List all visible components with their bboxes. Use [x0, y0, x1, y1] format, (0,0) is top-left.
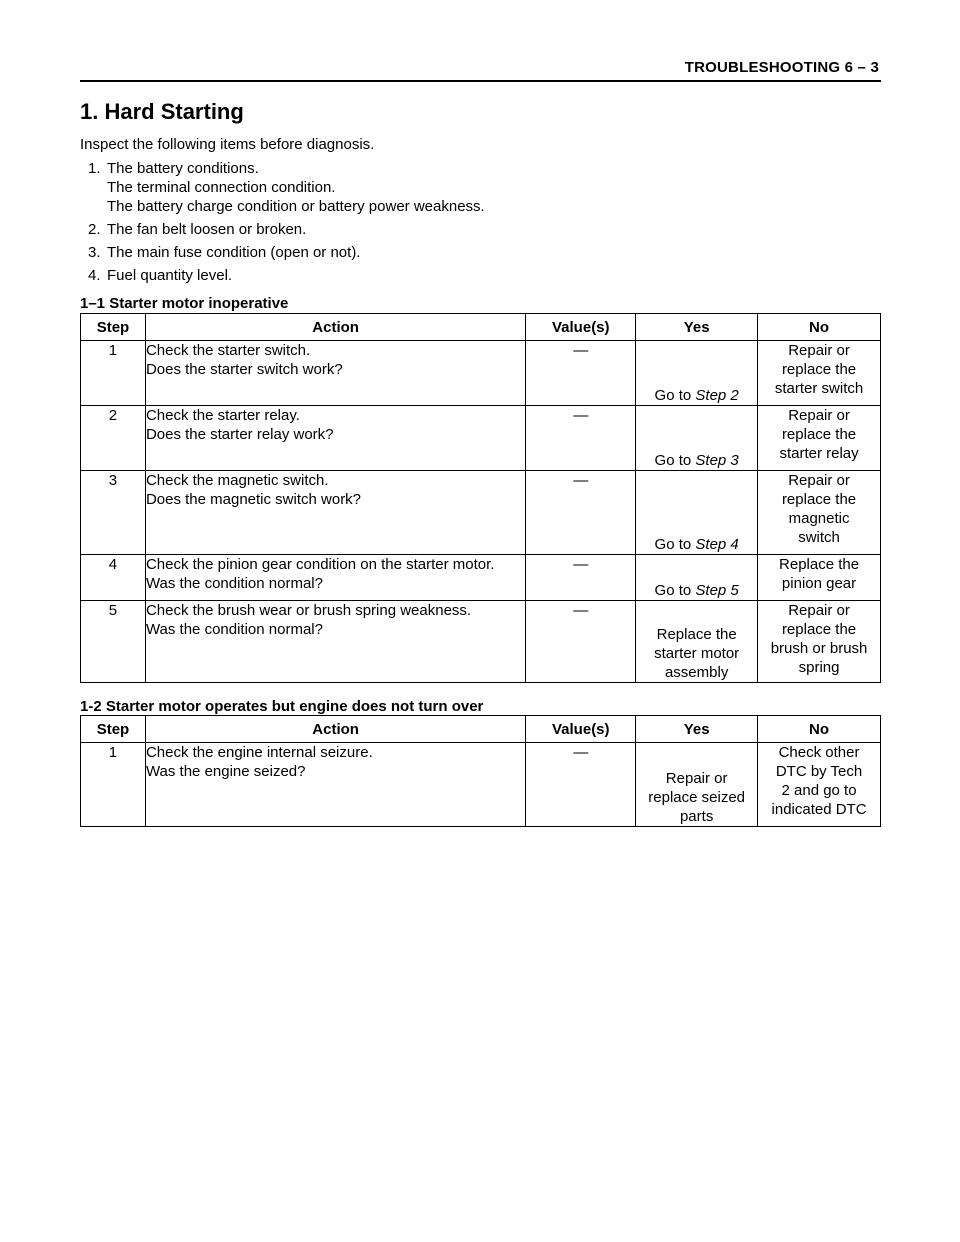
intro-text: Inspect the following items before diagnosis.	[80, 136, 375, 153]
value-cell: —	[526, 406, 636, 471]
step-cell: 5	[81, 601, 146, 683]
no-cell: Repair or replace the starter relay	[758, 406, 881, 471]
col-header-yes: Yes	[636, 314, 758, 341]
value-cell: —	[526, 743, 636, 827]
action-cell: Check the engine internal seizure. Was the engine seized?	[145, 743, 525, 827]
list-item-text: Fuel quantity level.	[107, 267, 233, 284]
col-header-step: Step	[81, 314, 146, 341]
table-header-row	[81, 716, 881, 743]
col-header-action: Action	[145, 716, 525, 743]
yes-cell	[636, 341, 758, 406]
yes-step-link: Step 2	[695, 387, 739, 404]
list-item	[88, 266, 485, 285]
col-header-values: Value(s)	[526, 314, 636, 341]
action-cell: Check the pinion gear condition on the starter motor. Was the condition normal?	[145, 555, 525, 601]
col-header-values: Value(s)	[526, 716, 636, 743]
col-header-no: No	[758, 314, 881, 341]
table-header-row	[81, 314, 881, 341]
table-row	[81, 406, 881, 471]
pre-diagnosis-checklist	[88, 159, 485, 289]
yes-cell	[636, 471, 758, 555]
table-row	[81, 555, 881, 601]
engine-not-turning-table	[80, 715, 881, 827]
action-cell: Check the magnetic switch. Does the magnetic switch work?	[145, 471, 525, 555]
col-header-action: Action	[145, 314, 525, 341]
starter-inoperative-table	[80, 313, 881, 683]
col-header-step: Step	[81, 716, 146, 743]
table-row	[81, 471, 881, 555]
list-item-number: 3.	[88, 244, 101, 261]
no-cell: Repair or replace the brush or brush spring	[758, 601, 881, 683]
list-item	[88, 159, 485, 216]
value-cell: —	[526, 341, 636, 406]
header-text: TROUBLESHOOTING 6 – 3	[684, 59, 879, 76]
step-cell: 1	[81, 341, 146, 406]
no-cell: Replace the pinion gear	[758, 555, 881, 601]
step-cell: 4	[81, 555, 146, 601]
yes-step-link: Step 4	[695, 536, 739, 553]
value-cell: —	[526, 555, 636, 601]
yes-step-link: Step 5	[695, 582, 739, 599]
action-cell: Check the brush wear or brush spring weakness. Was the condition normal?	[145, 601, 525, 683]
no-cell: Check other DTC by Tech 2 and go to indicated DTC	[758, 743, 881, 827]
section-title-starter-inoperative: 1–1 Starter motor inoperative	[80, 295, 289, 312]
action-cell: Check the starter switch. Does the starter switch work?	[145, 341, 525, 406]
list-item	[88, 220, 485, 239]
yes-cell	[636, 555, 758, 601]
list-item-number: 1.	[88, 160, 101, 177]
list-item-text: The battery conditions. The terminal connection condition. The battery charge condition or battery power weakness.	[107, 160, 485, 215]
list-item-text: The fan belt loosen or broken.	[107, 221, 307, 238]
step-cell: 3	[81, 471, 146, 555]
page-header	[80, 58, 881, 82]
yes-prefix: Go to	[654, 536, 696, 553]
list-item-number: 4.	[88, 267, 101, 284]
yes-cell: Replace the starter motor assembly	[636, 601, 758, 683]
list-item-text: The main fuse condition (open or not).	[107, 244, 361, 261]
yes-prefix: Go to	[654, 582, 696, 599]
yes-cell	[636, 406, 758, 471]
yes-prefix: Go to	[654, 452, 696, 469]
yes-prefix: Go to	[654, 387, 696, 404]
col-header-no: No	[758, 716, 881, 743]
table-row	[81, 601, 881, 683]
table-row	[81, 341, 881, 406]
no-cell: Repair or replace the magnetic switch	[758, 471, 881, 555]
yes-step-link: Step 3	[695, 452, 739, 469]
list-item-number: 2.	[88, 221, 101, 238]
step-cell: 1	[81, 743, 146, 827]
col-header-yes: Yes	[636, 716, 758, 743]
no-cell: Repair or replace the starter switch	[758, 341, 881, 406]
list-item	[88, 243, 485, 262]
yes-cell: Repair or replace seized parts	[636, 743, 758, 827]
table-row	[81, 743, 881, 827]
action-cell: Check the starter relay. Does the starter relay work?	[145, 406, 525, 471]
value-cell: —	[526, 601, 636, 683]
value-cell: —	[526, 471, 636, 555]
page-title: 1. Hard Starting	[80, 99, 244, 124]
section-title-engine-not-turning: 1-2 Starter motor operates but engine does not turn over	[80, 698, 484, 715]
step-cell: 2	[81, 406, 146, 471]
